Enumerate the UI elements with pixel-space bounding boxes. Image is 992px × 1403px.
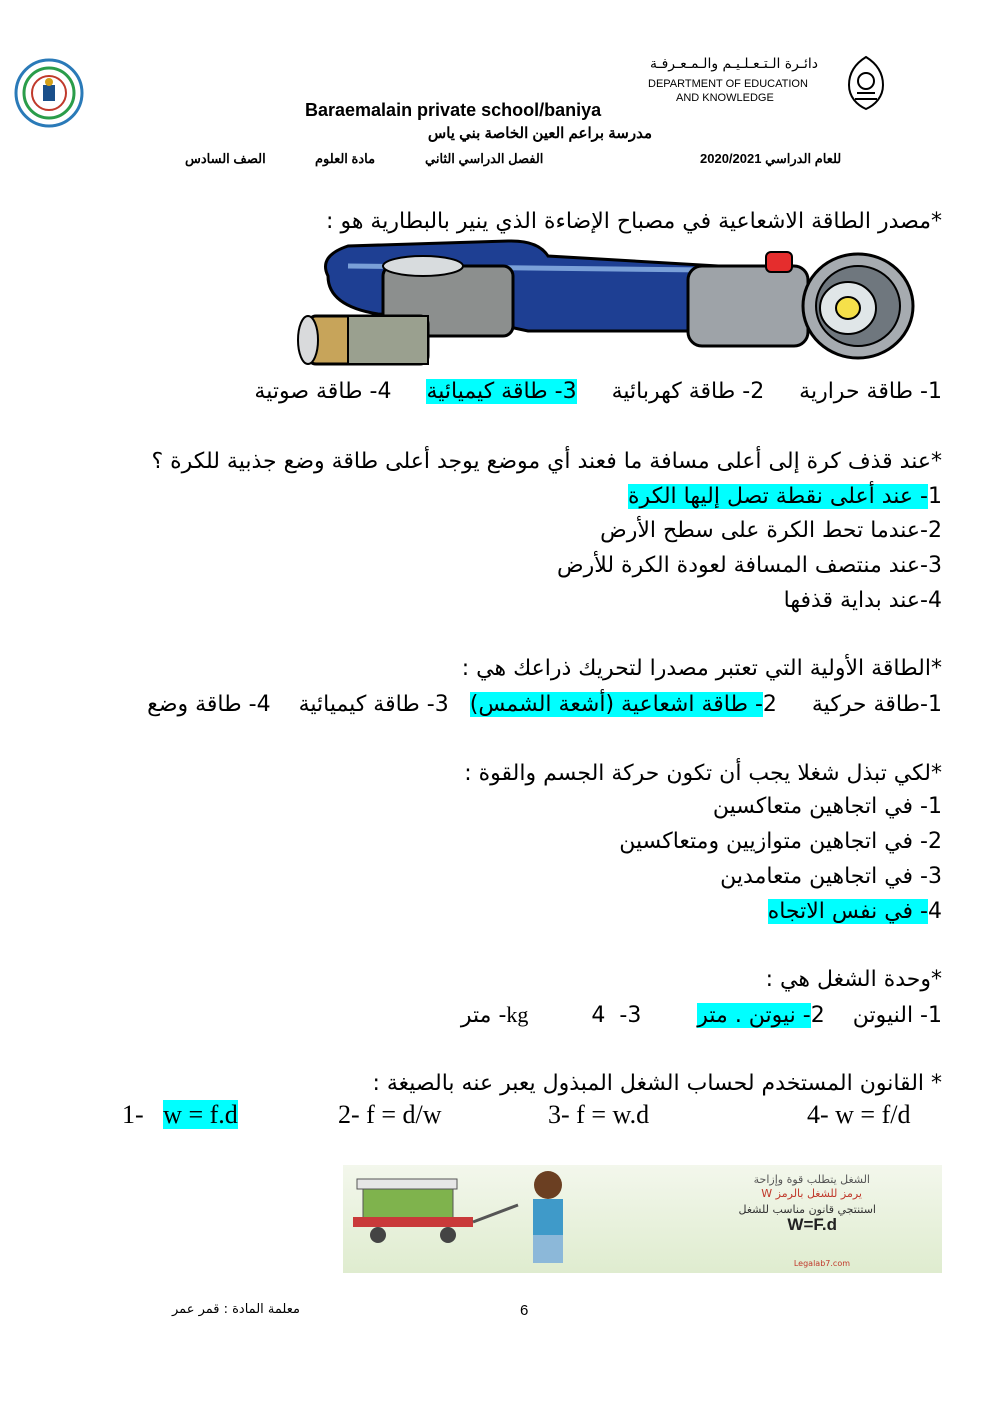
q3-option-4[interactable]: 4- طاقة وضع: [147, 692, 271, 717]
question-1: *مصدر الطاقة الاشعاعية في مصباح الإضاءة الذي ينير بالبطارية هو :: [326, 209, 942, 234]
q4-option-4-number: 4: [928, 899, 942, 924]
q1-option-3-correct[interactable]: 3- طاقة كيميائية: [426, 379, 577, 404]
header-grade: الصف السادس: [185, 151, 266, 166]
illustration-line-2: يرمز للشغل بالرمز W: [761, 1187, 862, 1200]
q2-option-3[interactable]: 3-عند منتصف المسافة لعودة الكرة للأرض: [557, 553, 942, 578]
q6-option-3[interactable]: 3- f = w.d: [548, 1100, 650, 1129]
teacher-name: معلمة المادة : قمر عمر: [172, 1302, 300, 1317]
department-en-1: DEPARTMENT OF EDUCATION: [648, 78, 808, 90]
q1-option-4[interactable]: 4- طاقة صوتية: [254, 379, 392, 404]
q6-option-1-number: 1-: [122, 1100, 144, 1129]
q5-option-3-number: 3-: [619, 1003, 642, 1028]
school-logo: [14, 58, 84, 128]
q2-option-1-label: - عند أعلى نقطة تصل إليها الكرة: [628, 484, 928, 509]
q5-option-1[interactable]: 1- النيوتن: [852, 1003, 942, 1028]
question-6: * القانون المستخدم لحساب الشغل المبذول يعبر عنه بالصيغة :: [372, 1071, 942, 1096]
q2-option-2[interactable]: 2-عندما تحط الكرة على سطح الأرض: [600, 518, 942, 543]
q4-option-4-correct[interactable]: [768, 895, 942, 929]
emblem-icon: [843, 55, 889, 111]
department-en-2: AND KNOWLEDGE: [676, 92, 774, 104]
q5-options: [461, 998, 942, 1033]
q5-option-3[interactable]: [506, 1003, 641, 1028]
flashlight-illustration: [288, 236, 942, 372]
q6-option-1-correct[interactable]: [122, 1100, 238, 1130]
page-number: 6: [520, 1302, 529, 1319]
question-2: *عند قذف كرة إلى أعلى مسافة ما فعند أي موضع يوجد أعلى طاقة وضع جذبية للكرة ؟: [151, 449, 942, 474]
q5-option-3-value: kg: [506, 1002, 529, 1027]
q4-option-1[interactable]: 1- في اتجاهين متعاكسين: [712, 794, 942, 819]
school-name-en: Baraemalain private school/baniya: [305, 100, 602, 120]
q5-option-2-label: - نيوتن . متر: [697, 1003, 811, 1028]
q4-option-2[interactable]: 2- في اتجاهين متوازيين ومتعاكسين: [619, 829, 942, 854]
header-subject: مادة العلوم: [315, 151, 376, 166]
illustration-formula: W=F.d: [787, 1215, 837, 1234]
q2-option-4[interactable]: 4-عند بداية قذفها: [783, 588, 942, 613]
q3-option-2-label: - طاقة اشعاعية (أشعة الشمس): [469, 692, 763, 717]
q6-option-1-formula: w = f.d: [163, 1100, 238, 1129]
q4-option-4-label: - في نفس الاتجاه: [767, 899, 928, 924]
q5-option-4[interactable]: 4- متر: [460, 1003, 606, 1028]
q3-option-3[interactable]: 3- طاقة كيميائية: [298, 692, 449, 717]
q3-option-2-correct[interactable]: [470, 692, 777, 717]
q3-option-1[interactable]: 1-طاقة حركية: [811, 692, 942, 717]
q1-option-2[interactable]: 2- طاقة كهربائية: [611, 379, 765, 404]
header-year: للعام الدراسي 2020/2021: [700, 151, 842, 166]
q5-option-2-correct[interactable]: [697, 1003, 824, 1028]
q1-option-1[interactable]: 1- طاقة حرارية: [799, 379, 942, 404]
question-5: *وحدة الشغل هي :: [765, 967, 942, 992]
q6-option-2[interactable]: 2- f = d/w: [338, 1100, 442, 1129]
question-4: *لكي تبذل شغلا يجب أن تكون حركة الجسم والقوة :: [464, 761, 942, 786]
illustration-site: Legalab7.com: [793, 1259, 850, 1268]
q3-options: [147, 688, 942, 722]
illustration-line-3: استنتجي قانون مناسب للشغل: [738, 1203, 876, 1216]
work-formula-illustration: [343, 1165, 942, 1273]
question-3: *الطاقة الأولية التي تعتبر مصدرا لتحريك ذراعك هي :: [461, 656, 942, 681]
header-term: الفصل الدراسي الثاني: [425, 151, 544, 166]
q3-option-2-number: 2: [762, 692, 777, 717]
q6-option-4[interactable]: 4- w = f/d: [807, 1100, 911, 1129]
illustration-line-1: الشغل يتطلب قوة وإزاحة: [753, 1173, 870, 1186]
q2-option-1-correct[interactable]: [628, 480, 942, 514]
q4-option-3[interactable]: 3- في اتجاهين متعامدين: [720, 864, 942, 889]
q2-option-1-number: 1: [928, 484, 942, 509]
q5-option-2-number: 2: [810, 1003, 825, 1028]
q1-options: [254, 375, 942, 409]
department-ar: دائـرة الـتـعـلـيـم والـمـعـرفـة: [650, 56, 818, 72]
school-name-ar: مدرسة براعم العين الخاصة بني ياس: [427, 125, 652, 142]
